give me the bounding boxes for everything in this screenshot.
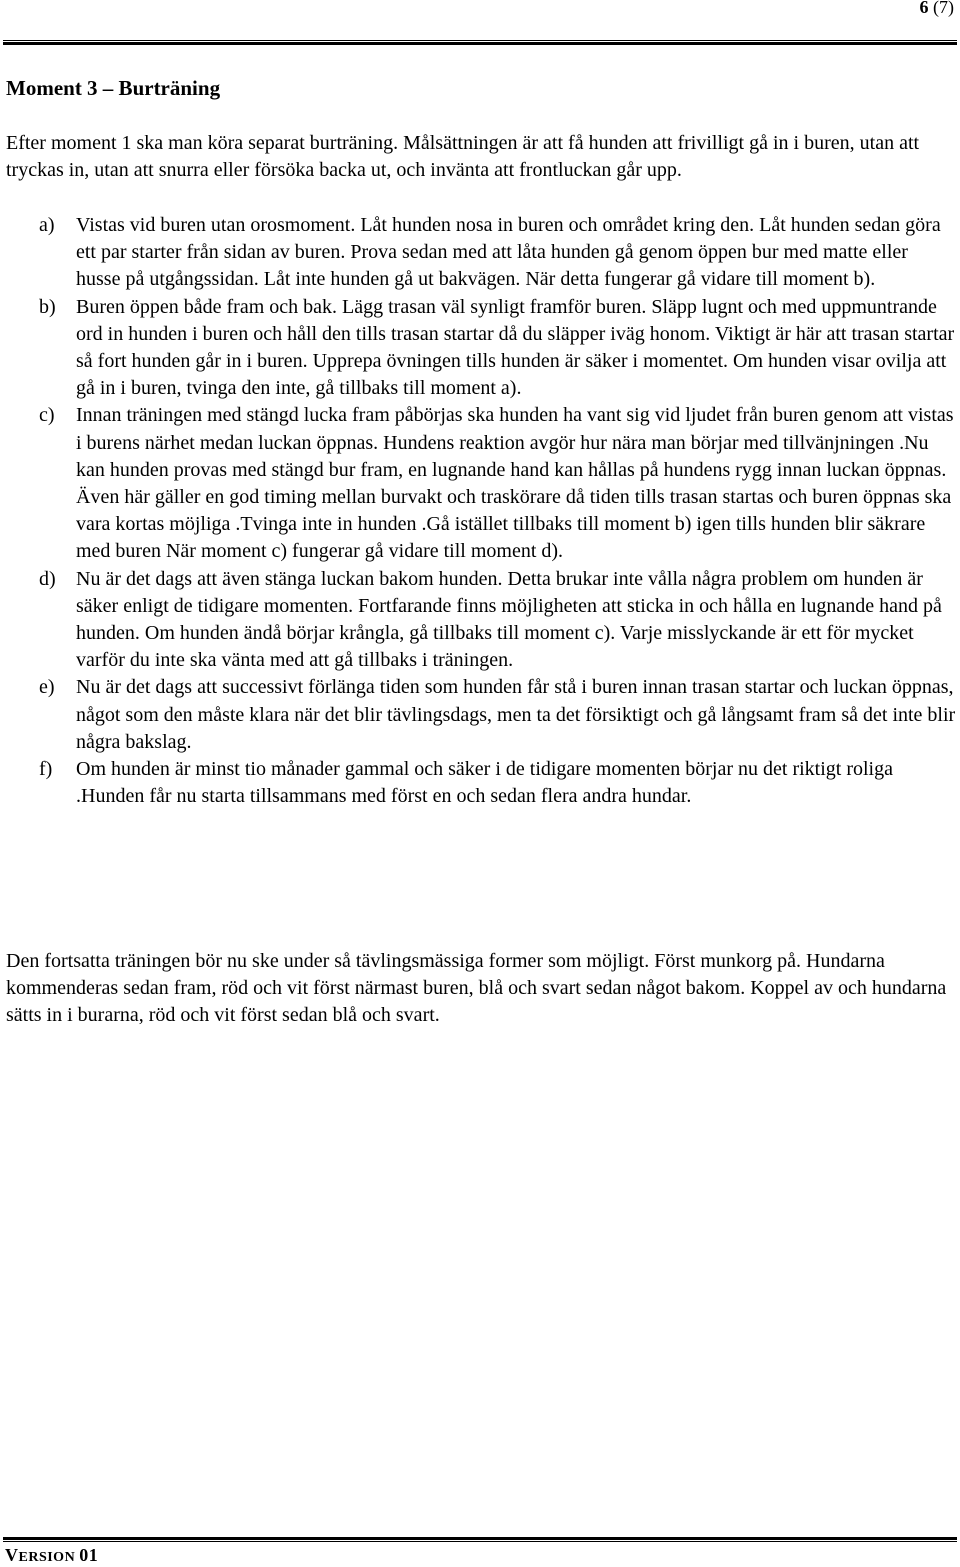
version-rest: ERSION — [18, 1550, 76, 1565]
list-item — [6, 566, 956, 675]
version-number: 01 — [79, 1545, 99, 1565]
list-item — [6, 294, 956, 403]
footer-version — [5, 1546, 98, 1567]
list-item-text: Nu är det dags att även stänga luckan bakom hunden. Detta brukar inte vålla några problem om hunden är säker enligt de tidigare momenten. Fortfarande finns möjligheten att sticka in och hålla en lugnande hand på hunden. Om hunden ändå börjar krångla, gå tillbaks till moment c). Varje misslyckande är ett för mycket varför du inte ska vänta med att gå tillbaks i träningen. — [76, 567, 942, 672]
page-number-total: (7) — [933, 0, 954, 17]
list-item-text: Vistas vid buren utan orosmoment. Låt hunden nosa in buren och området kring den. Låt hunden sedan göra ett par starter från sidan av buren. Prova sedan med att låta hunden gå genom öppen bur med matte eller husse på utgångssidan. Låt inte hunden gå ut bakvägen. När detta fungerar gå vidare till moment b). — [76, 214, 941, 291]
list-item-text: Innan träningen med stängd lucka fram påbörjas ska hunden ha vant sig vid ljudet från buren genom att vistas i burens närhet medan luckan öppnas. Hundens reaktion avgör hur nära man börjar med tillvänjningen .Nu kan hunden provas med stängd bur fram, en lugnande hand kan hållas på hundens rygg innan luckan öppnas. Även här gäller en god timing mellan burvakt och traskörare då tiden tills trasan startas och buren öppnas ska vara kortas möjliga .Tvinga inte in hunden .Gå istället tillbaks till moment b) igen tills hunden blir säkrare med buren När moment c) fungerar gå vidare till moment d). — [76, 404, 954, 563]
intro-paragraph: Efter moment 1 ska man köra separat burträning. Målsättningen är att få hunden att frivilligt gå in i buren, utan att tryckas in, utan att snurra eller försöka backa ut, och invänta att frontluckan går upp. — [6, 132, 920, 181]
list-marker: f) — [39, 758, 53, 781]
list-item-text: Nu är det dags att successivt förlänga tiden som hunden får stå i buren innan trasan startar och luckan öppnas, något som den måste klara när det blir tävlingsdags, men ta det försiktigt och gå långsamt fram så det inte blir några bakslag. — [76, 676, 956, 753]
list-item-text: Buren öppen både fram och bak. Lägg trasan väl synligt framför buren. Släpp lugnt och med uppmuntrande ord in hunden i buren och håll den tills trasan startar då du släpper iväg honom. Viktigt är här att trasan startar så fort hunden går in i buren. Upprepa övningen tills hunden är säker i momentet. Om hunden visar ovilja att gå in i buren, tvinga den inte, gå tillbaks till moment a). — [76, 295, 955, 400]
training-steps-list — [6, 212, 956, 810]
list-marker: d) — [39, 567, 56, 590]
section-heading: Moment 3 – Burträning — [6, 76, 221, 100]
page-number — [920, 0, 955, 18]
list-marker: e) — [39, 676, 55, 699]
list-marker: a) — [39, 214, 55, 236]
closing-paragraph: Den fortsatta träningen bör nu ske under så tävlingsmässiga former som möjligt. Först munkorg på. Hundarna kommenderas sedan fram, röd och vit först närmast buren, blå och svart sedan något bakom. Koppel av och hundarna sätts in i burarna, röd och vit först sedan blå och svart. — [6, 950, 947, 1026]
list-item-text: Om hunden är minst tio månader gammal och säker i de tidigare momenten börjar nu det riktigt roliga .Hunden får nu starta tillsammans med först en och sedan flera andra hundar. — [76, 758, 893, 808]
list-marker: c) — [39, 404, 55, 427]
list-marker: b) — [39, 295, 56, 318]
footer-rule — [3, 1537, 957, 1542]
page-number-current: 6 — [919, 0, 929, 17]
list-item — [6, 402, 956, 565]
list-item — [6, 756, 956, 810]
list-item — [6, 674, 956, 756]
header-rule — [3, 40, 957, 45]
version-initial: V — [5, 1545, 19, 1565]
list-item — [6, 212, 956, 294]
